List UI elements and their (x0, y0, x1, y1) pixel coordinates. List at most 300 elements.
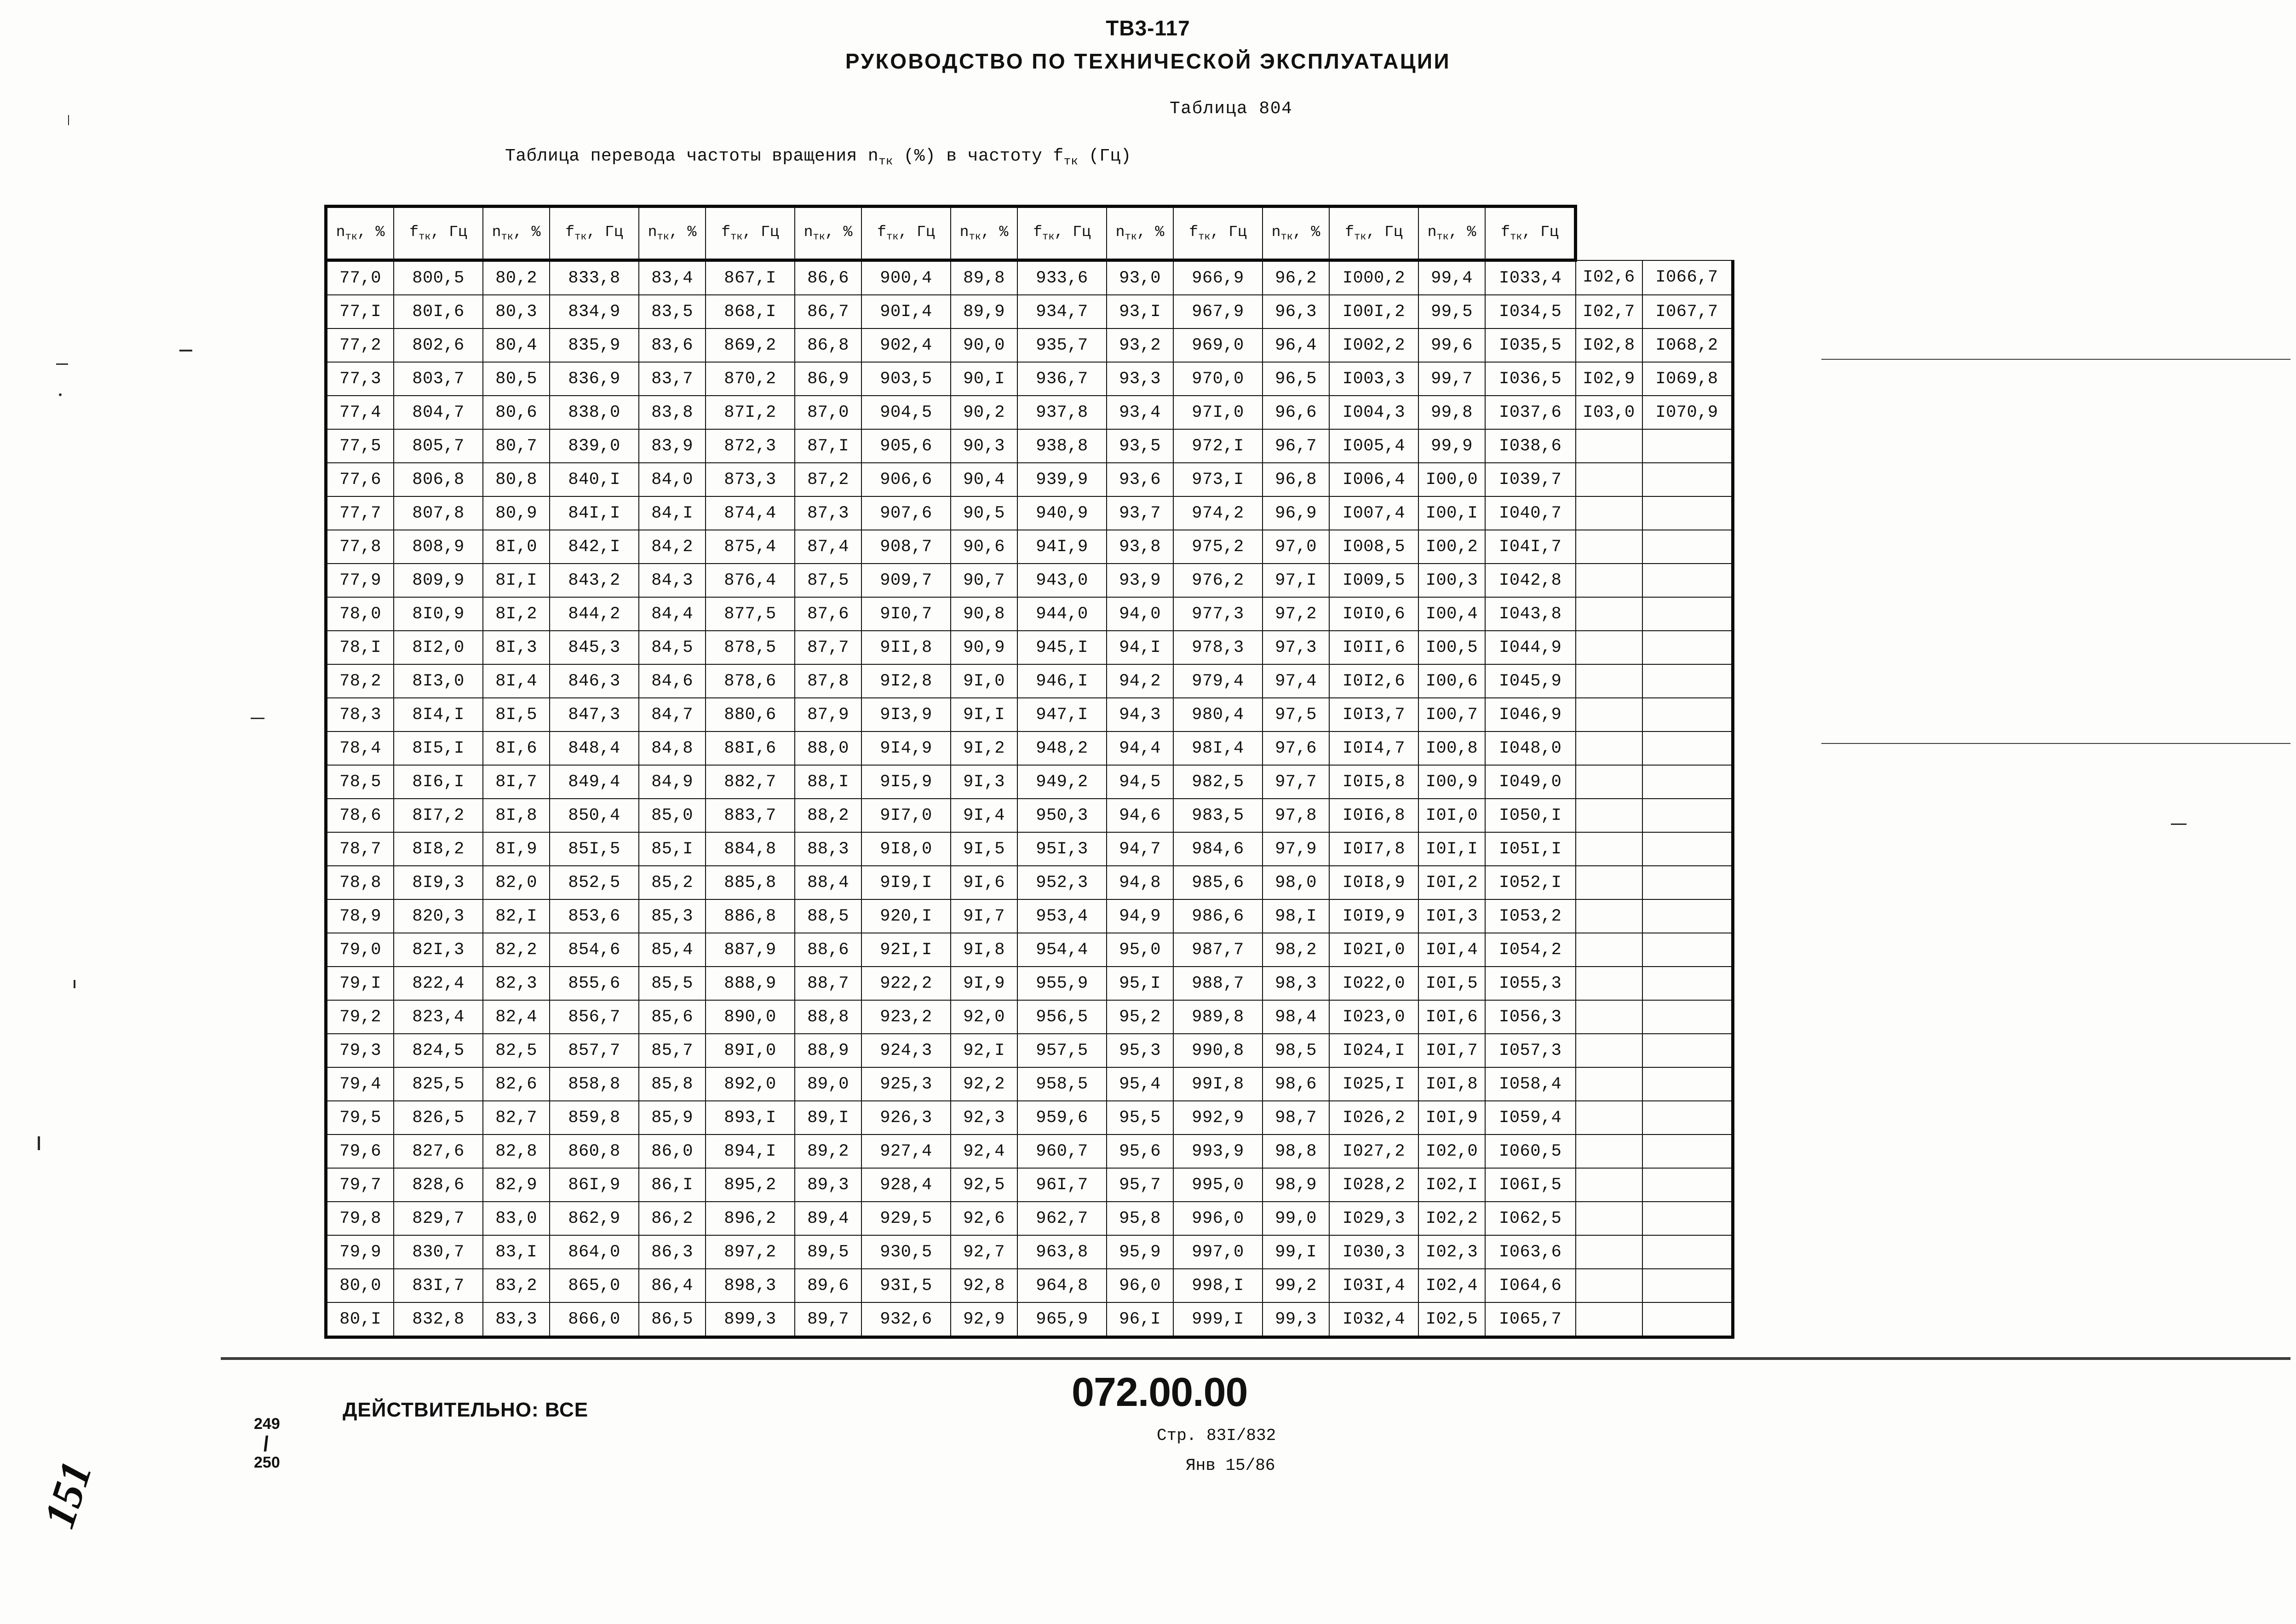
header-unit: Гц (761, 224, 779, 241)
table-cell-n-value: 84,2 (639, 530, 706, 564)
table-cell-n-value: 97,4 (1263, 664, 1329, 698)
table-cell-f-value: I023,0 (1329, 1000, 1418, 1034)
table-cell-n-value: I0I,5 (1418, 967, 1485, 1000)
table-cell-f-value: 973,I (1173, 463, 1263, 496)
table-cell-n-value: 94,6 (1107, 799, 1173, 832)
header-subscript: тк (969, 231, 981, 243)
table-cell-n-value: 96,6 (1263, 396, 1329, 429)
table-cell-f-value: 803,7 (394, 362, 483, 396)
header-symbol: n (1115, 224, 1125, 241)
table-cell-n-value: 98,I (1263, 899, 1329, 933)
table-cell-f-value: 8I8,2 (394, 832, 483, 866)
table-cell-n-value: 86,9 (795, 362, 861, 396)
table-cell-n-value: 79,9 (326, 1235, 394, 1269)
table-cell-empty (1576, 698, 1642, 731)
table-cell-f-value: I003,3 (1329, 362, 1418, 396)
table-cell-empty (1576, 463, 1642, 496)
table-cell-n-value: 77,3 (326, 362, 394, 396)
table-cell-n-value: 90,4 (951, 463, 1017, 496)
table-cell-f-value: 9I9,I (861, 866, 951, 899)
table-cell-f-value: 848,4 (550, 731, 639, 765)
table-cell-f-value: 832,8 (394, 1302, 483, 1337)
table-cell-f-value: 946,I (1017, 664, 1107, 698)
header-symbol: f (1345, 224, 1355, 241)
table-cell-f-value: 978,3 (1173, 631, 1263, 664)
table-cell-n-value: 90,6 (951, 530, 1017, 564)
header-subscript: тк (657, 231, 669, 243)
table-cell-n-value: I02,8 (1576, 328, 1642, 362)
header-cell-f-tk: $f_{тк}$, Гц (861, 207, 951, 260)
table-cell-n-value: 92,4 (951, 1134, 1017, 1168)
table-cell-f-value: 908,7 (861, 530, 951, 564)
table-cell-n-value: I0I,9 (1418, 1101, 1485, 1134)
table-cell-f-value: 990,8 (1173, 1034, 1263, 1067)
table-cell-f-value: 957,5 (1017, 1034, 1107, 1067)
table-cell-empty (1576, 1034, 1642, 1067)
table-cell-f-value: 947,I (1017, 698, 1107, 731)
table-cell-f-value: 869,2 (706, 328, 795, 362)
table-row (326, 698, 1733, 731)
table-cell-f-value: 94I,9 (1017, 530, 1107, 564)
sheet-number-top: 249 (254, 1415, 280, 1433)
header-symbol: f (1033, 224, 1043, 241)
table-cell-n-value: I02,4 (1418, 1269, 1485, 1302)
table-cell-n-value: 9I,4 (951, 799, 1017, 832)
table-cell-f-value: I0I9,9 (1329, 899, 1418, 933)
table-cell-f-value: 940,9 (1017, 496, 1107, 530)
table-cell-n-value: 98,5 (1263, 1034, 1329, 1067)
table-cell-n-value: 83,6 (639, 328, 706, 362)
header-unit: % (1155, 224, 1165, 241)
table-cell-f-value: 86I,9 (550, 1168, 639, 1202)
table-cell-f-value: 9I0,7 (861, 597, 951, 631)
table-cell-n-value: 84,3 (639, 564, 706, 597)
table-cell-n-value: I0I,7 (1418, 1034, 1485, 1067)
table-cell-n-value: 84,0 (639, 463, 706, 496)
table-cell-n-value: I0I,2 (1418, 866, 1485, 899)
table-cell-f-value: 953,4 (1017, 899, 1107, 933)
table-cell-n-value: 9I,3 (951, 765, 1017, 799)
table-cell-f-value: 83I,7 (394, 1269, 483, 1302)
table-cell-n-value: 82,8 (483, 1134, 550, 1168)
table-cell-n-value: 95,0 (1107, 933, 1173, 967)
header-symbol: n (804, 224, 813, 241)
table-cell-n-value: 87,8 (795, 664, 861, 698)
table-cell-f-value: 883,7 (706, 799, 795, 832)
table-cell-f-value: 838,0 (550, 396, 639, 429)
table-cell-n-value: 83,3 (483, 1302, 550, 1337)
table-cell-f-value: 943,0 (1017, 564, 1107, 597)
caption-sub-n: тк (878, 154, 893, 168)
header-subscript: тк (1125, 231, 1137, 243)
table-cell-f-value: 966,9 (1173, 260, 1263, 295)
table-cell-f-value: 960,7 (1017, 1134, 1107, 1168)
table-cell-f-value: 949,2 (1017, 765, 1107, 799)
table-cell-f-value: I00I,2 (1329, 295, 1418, 328)
table-cell-f-value: 808,9 (394, 530, 483, 564)
header-unit: Гц (1073, 224, 1091, 241)
table-cell-n-value: 98,6 (1263, 1067, 1329, 1101)
table-cell-f-value: I000,2 (1329, 260, 1418, 295)
scan-speck (59, 393, 62, 396)
table-cell-f-value: 868,I (706, 295, 795, 328)
table-cell-empty (1576, 631, 1642, 664)
table-cell-n-value: 95,4 (1107, 1067, 1173, 1101)
table-cell-f-value: 992,9 (1173, 1101, 1263, 1134)
table-cell-n-value: 77,2 (326, 328, 394, 362)
table-cell-f-value: 998,I (1173, 1269, 1263, 1302)
table-cell-f-value: 8I0,9 (394, 597, 483, 631)
table-cell-empty (1576, 496, 1642, 530)
table-row (326, 295, 1733, 328)
table-cell-n-value: 97,5 (1263, 698, 1329, 731)
table-cell-f-value: 867,I (706, 260, 795, 295)
table-cell-n-value: I00,9 (1418, 765, 1485, 799)
table-row (326, 731, 1733, 765)
table-cell-n-value: 87,7 (795, 631, 861, 664)
table-cell-f-value: I0II,6 (1329, 631, 1418, 664)
table-cell-n-value: 88,5 (795, 899, 861, 933)
table-cell-n-value: 88,6 (795, 933, 861, 967)
table-cell-f-value: I037,6 (1485, 396, 1576, 429)
table-cell-n-value: 87,4 (795, 530, 861, 564)
header-cell-f-tk: $f_{тк}$, Гц (706, 207, 795, 260)
table-cell-n-value: 95,6 (1107, 1134, 1173, 1168)
table-cell-n-value: 83,0 (483, 1202, 550, 1235)
table-cell-f-value: 87I,2 (706, 396, 795, 429)
table-row (326, 899, 1733, 933)
table-cell-n-value: 80,5 (483, 362, 550, 396)
table-cell-n-value: 78,9 (326, 899, 394, 933)
table-cell-f-value: 9I5,9 (861, 765, 951, 799)
document-code: 072.00.00 (1072, 1369, 1248, 1415)
table-cell-empty (1642, 1000, 1733, 1034)
table-cell-f-value: I033,4 (1485, 260, 1576, 295)
table-cell-n-value: 79,8 (326, 1202, 394, 1235)
table-cell-f-value: 930,5 (861, 1235, 951, 1269)
table-cell-f-value: 98I,4 (1173, 731, 1263, 765)
header-cell-n-tk: $n_{тк}$, % (951, 207, 1017, 260)
table-cell-empty (1576, 866, 1642, 899)
table-row (326, 1269, 1733, 1302)
table-cell-n-value: 94,7 (1107, 832, 1173, 866)
table-cell-n-value: 87,I (795, 429, 861, 463)
table-cell-f-value: 802,6 (394, 328, 483, 362)
table-cell-n-value: 9I,I (951, 698, 1017, 731)
header-cell-f-tk: $f_{тк}$, Гц (1485, 207, 1576, 260)
table-cell-f-value: 865,0 (550, 1269, 639, 1302)
table-cell-n-value: 83,9 (639, 429, 706, 463)
table-cell-f-value: 995,0 (1173, 1168, 1263, 1202)
table-cell-empty (1642, 1134, 1733, 1168)
table-cell-f-value: 862,9 (550, 1202, 639, 1235)
table-cell-n-value: 79,7 (326, 1168, 394, 1202)
table-cell-f-value: 849,4 (550, 765, 639, 799)
table-cell-n-value: 9I,6 (951, 866, 1017, 899)
table-cell-f-value: 986,6 (1173, 899, 1263, 933)
table-cell-n-value: 79,2 (326, 1000, 394, 1034)
table-cell-n-value: 78,0 (326, 597, 394, 631)
table-cell-n-value: 93,I (1107, 295, 1173, 328)
header-subscript: тк (1042, 231, 1055, 243)
table-cell-f-value: 8I6,I (394, 765, 483, 799)
table-cell-n-value: 90,9 (951, 631, 1017, 664)
table-cell-n-value: 87,2 (795, 463, 861, 496)
table-cell-n-value: 84,5 (639, 631, 706, 664)
table-cell-empty (1576, 1134, 1642, 1168)
table-cell-n-value: 88,9 (795, 1034, 861, 1067)
table-cell-n-value: 80,0 (326, 1269, 394, 1302)
table-cell-n-value: I0I,3 (1418, 899, 1485, 933)
table-cell-n-value: 95,9 (1107, 1235, 1173, 1269)
table-cell-n-value: 95,3 (1107, 1034, 1173, 1067)
table-cell-n-value: 86,8 (795, 328, 861, 362)
table-cell-f-value: 8I4,I (394, 698, 483, 731)
table-cell-n-value: I00,I (1418, 496, 1485, 530)
table-cell-n-value: 8I,4 (483, 664, 550, 698)
table-cell-f-value: 95I,3 (1017, 832, 1107, 866)
table-cell-n-value: 89,7 (795, 1302, 861, 1337)
table-cell-n-value: 77,0 (326, 260, 394, 295)
table-cell-n-value: 89,0 (795, 1067, 861, 1101)
table-cell-n-value: 80,7 (483, 429, 550, 463)
table-cell-f-value: 859,8 (550, 1101, 639, 1134)
table-cell-n-value: 82,I (483, 899, 550, 933)
header-subscript: тк (574, 231, 587, 243)
table-cell-empty (1642, 1202, 1733, 1235)
table-cell-n-value: 90,I (951, 362, 1017, 396)
table-cell-n-value: 78,7 (326, 832, 394, 866)
header-symbol: n (959, 224, 969, 241)
table-cell-empty (1642, 463, 1733, 496)
table-cell-f-value: 85I,5 (550, 832, 639, 866)
table-cell-f-value: 836,9 (550, 362, 639, 396)
table-cell-n-value: 80,2 (483, 260, 550, 295)
table-cell-empty (1576, 832, 1642, 866)
table-cell-n-value: I00,5 (1418, 631, 1485, 664)
table-cell-f-value: 905,6 (861, 429, 951, 463)
table-cell-n-value: 8I,2 (483, 597, 550, 631)
table-cell-f-value: 958,5 (1017, 1067, 1107, 1101)
table-cell-n-value: 9I,8 (951, 933, 1017, 967)
table-cell-f-value: 920,I (861, 899, 951, 933)
table-cell-n-value: 89,4 (795, 1202, 861, 1235)
table-cell-n-value: 93,4 (1107, 396, 1173, 429)
table-cell-n-value: 77,4 (326, 396, 394, 429)
table-cell-f-value: 845,3 (550, 631, 639, 664)
table-row (326, 1000, 1733, 1034)
table-cell-n-value: 99,5 (1418, 295, 1485, 328)
table-cell-empty (1576, 564, 1642, 597)
page-reference: Стр. 83I/832 (1157, 1426, 1276, 1445)
scan-edge-line (221, 1357, 2290, 1360)
table-row (326, 530, 1733, 564)
table-cell-n-value: 89,9 (951, 295, 1017, 328)
table-cell-n-value: I02,9 (1576, 362, 1642, 396)
table-cell-f-value: 985,6 (1173, 866, 1263, 899)
frequency-conversion-table (324, 205, 1734, 1339)
table-cell-f-value: 875,4 (706, 530, 795, 564)
table-cell-f-value: 926,3 (861, 1101, 951, 1134)
table-cell-f-value: I002,2 (1329, 328, 1418, 362)
table-cell-n-value: 83,4 (639, 260, 706, 295)
table-cell-f-value: 893,I (706, 1101, 795, 1134)
table-cell-f-value: 975,2 (1173, 530, 1263, 564)
table-cell-n-value: 97,I (1263, 564, 1329, 597)
table-cell-empty (1642, 1269, 1733, 1302)
table-cell-f-value: I006,4 (1329, 463, 1418, 496)
table-cell-n-value: 90,5 (951, 496, 1017, 530)
table-cell-n-value: 79,4 (326, 1067, 394, 1101)
table-cell-f-value: 8I5,I (394, 731, 483, 765)
scan-speck (56, 363, 68, 365)
table-cell-empty (1642, 597, 1733, 631)
table-cell-n-value: 86,2 (639, 1202, 706, 1235)
table-cell-f-value: I0I2,6 (1329, 664, 1418, 698)
table-cell-n-value: 97,0 (1263, 530, 1329, 564)
table-cell-n-value: I00,0 (1418, 463, 1485, 496)
table-cell-f-value: 9I2,8 (861, 664, 951, 698)
table-cell-n-value: 85,6 (639, 1000, 706, 1034)
table-cell-f-value: 987,7 (1173, 933, 1263, 967)
table-cell-f-value: 839,0 (550, 429, 639, 463)
table-cell-n-value: 80,I (326, 1302, 394, 1337)
table-cell-f-value: 804,7 (394, 396, 483, 429)
table-cell-empty (1576, 731, 1642, 765)
table-cell-f-value: I03I,4 (1329, 1269, 1418, 1302)
table-cell-n-value: 77,6 (326, 463, 394, 496)
table-cell-f-value: 96I,7 (1017, 1168, 1107, 1202)
table-cell-n-value: 92,7 (951, 1235, 1017, 1269)
table-cell-n-value: 84,9 (639, 765, 706, 799)
table-cell-f-value: I040,7 (1485, 496, 1576, 530)
table-caption (505, 146, 1131, 168)
table-cell-f-value: 90I,4 (861, 295, 951, 328)
header-cell-n-tk: $n_{тк}$, % (1107, 207, 1173, 260)
table-cell-f-value: 826,5 (394, 1101, 483, 1134)
header-unit: % (1467, 224, 1476, 241)
table-cell-n-value: I0I,0 (1418, 799, 1485, 832)
table-cell-f-value: 933,6 (1017, 260, 1107, 295)
table-cell-f-value: 846,3 (550, 664, 639, 698)
table-cell-f-value: 899,3 (706, 1302, 795, 1337)
table-cell-n-value: 87,6 (795, 597, 861, 631)
table-cell-n-value: 79,5 (326, 1101, 394, 1134)
table-cell-n-value: 95,5 (1107, 1101, 1173, 1134)
table-cell-empty (1642, 564, 1733, 597)
table-cell-n-value: 90,3 (951, 429, 1017, 463)
table-cell-n-value: 90,8 (951, 597, 1017, 631)
table-cell-f-value: 8I7,2 (394, 799, 483, 832)
table-cell-f-value: 938,8 (1017, 429, 1107, 463)
table-cell-f-value: I043,8 (1485, 597, 1576, 631)
table-cell-f-value: 955,9 (1017, 967, 1107, 1000)
header-symbol: f (1501, 224, 1510, 241)
header-cell-n-tk: $n_{тк}$, % (795, 207, 861, 260)
table-cell-n-value: 85,8 (639, 1067, 706, 1101)
table-cell-f-value: 9I4,9 (861, 731, 951, 765)
table-cell-n-value: 77,9 (326, 564, 394, 597)
table-cell-f-value: 896,2 (706, 1202, 795, 1235)
table-cell-f-value: I004,3 (1329, 396, 1418, 429)
table-cell-f-value: 984,6 (1173, 832, 1263, 866)
table-cell-f-value: 840,I (550, 463, 639, 496)
table-cell-n-value: 96,0 (1107, 1269, 1173, 1302)
table-cell-empty (1642, 765, 1733, 799)
table-cell-empty (1642, 1168, 1733, 1202)
table-cell-n-value: 94,9 (1107, 899, 1173, 933)
table-cell-n-value: 89,3 (795, 1168, 861, 1202)
header-symbol: n (1271, 224, 1281, 241)
table-cell-f-value: 828,6 (394, 1168, 483, 1202)
table-cell-n-value: 97,2 (1263, 597, 1329, 631)
table-cell-f-value: 825,5 (394, 1067, 483, 1101)
table-cell-n-value: 97,7 (1263, 765, 1329, 799)
table-cell-n-value: 86,0 (639, 1134, 706, 1168)
caption-suffix: (Гц) (1078, 146, 1131, 166)
table-cell-n-value: 87,9 (795, 698, 861, 731)
table-cell-f-value: 993,9 (1173, 1134, 1263, 1168)
caption-mid: (%) в частоту f (893, 146, 1064, 166)
table-cell-f-value: 988,7 (1173, 967, 1263, 1000)
document-header (0, 16, 2296, 74)
table-cell-f-value: I027,2 (1329, 1134, 1418, 1168)
table-cell-empty (1576, 597, 1642, 631)
table-cell-n-value: 79,0 (326, 933, 394, 967)
table-cell-f-value: 928,4 (861, 1168, 951, 1202)
table-cell-n-value: 83,8 (639, 396, 706, 429)
table-cell-n-value: 82,9 (483, 1168, 550, 1202)
table-row (326, 933, 1733, 967)
table-cell-n-value: 8I,8 (483, 799, 550, 832)
table-cell-f-value: 9I8,0 (861, 832, 951, 866)
table-cell-n-value: 83,I (483, 1235, 550, 1269)
table-cell-f-value: 89I,0 (706, 1034, 795, 1067)
table-cell-f-value: 882,7 (706, 765, 795, 799)
header-subscript: тк (886, 231, 899, 243)
table-cell-f-value: 835,9 (550, 328, 639, 362)
table-cell-n-value: 93,9 (1107, 564, 1173, 597)
table-cell-f-value: 895,2 (706, 1168, 795, 1202)
table-cell-n-value: I0I,8 (1418, 1067, 1485, 1101)
table-cell-f-value: 830,7 (394, 1235, 483, 1269)
table-cell-f-value: 850,4 (550, 799, 639, 832)
table-cell-n-value: 8I,6 (483, 731, 550, 765)
table-cell-empty (1576, 664, 1642, 698)
table-number-label: Таблица 804 (1170, 99, 1293, 119)
table-cell-n-value: 88,7 (795, 967, 861, 1000)
table-cell-n-value: 9I,0 (951, 664, 1017, 698)
table-cell-f-value: I066,7 (1642, 260, 1733, 295)
table-cell-n-value: 88,4 (795, 866, 861, 899)
table-cell-f-value: 878,6 (706, 664, 795, 698)
table-cell-n-value: I02,6 (1576, 260, 1642, 295)
table-row (326, 496, 1733, 530)
table-row (326, 429, 1733, 463)
table-cell-empty (1642, 866, 1733, 899)
header-unit: % (531, 224, 541, 241)
table-cell-n-value: 96,5 (1263, 362, 1329, 396)
table-cell-n-value: 96,8 (1263, 463, 1329, 496)
table-cell-f-value: 894,I (706, 1134, 795, 1168)
table-cell-f-value: I024,I (1329, 1034, 1418, 1067)
table-cell-n-value: 90,7 (951, 564, 1017, 597)
table-cell-f-value: I007,4 (1329, 496, 1418, 530)
table-cell-n-value: I03,0 (1576, 396, 1642, 429)
table-row (326, 967, 1733, 1000)
header-unit: % (1311, 224, 1320, 241)
table-cell-n-value: 99,3 (1263, 1302, 1329, 1337)
